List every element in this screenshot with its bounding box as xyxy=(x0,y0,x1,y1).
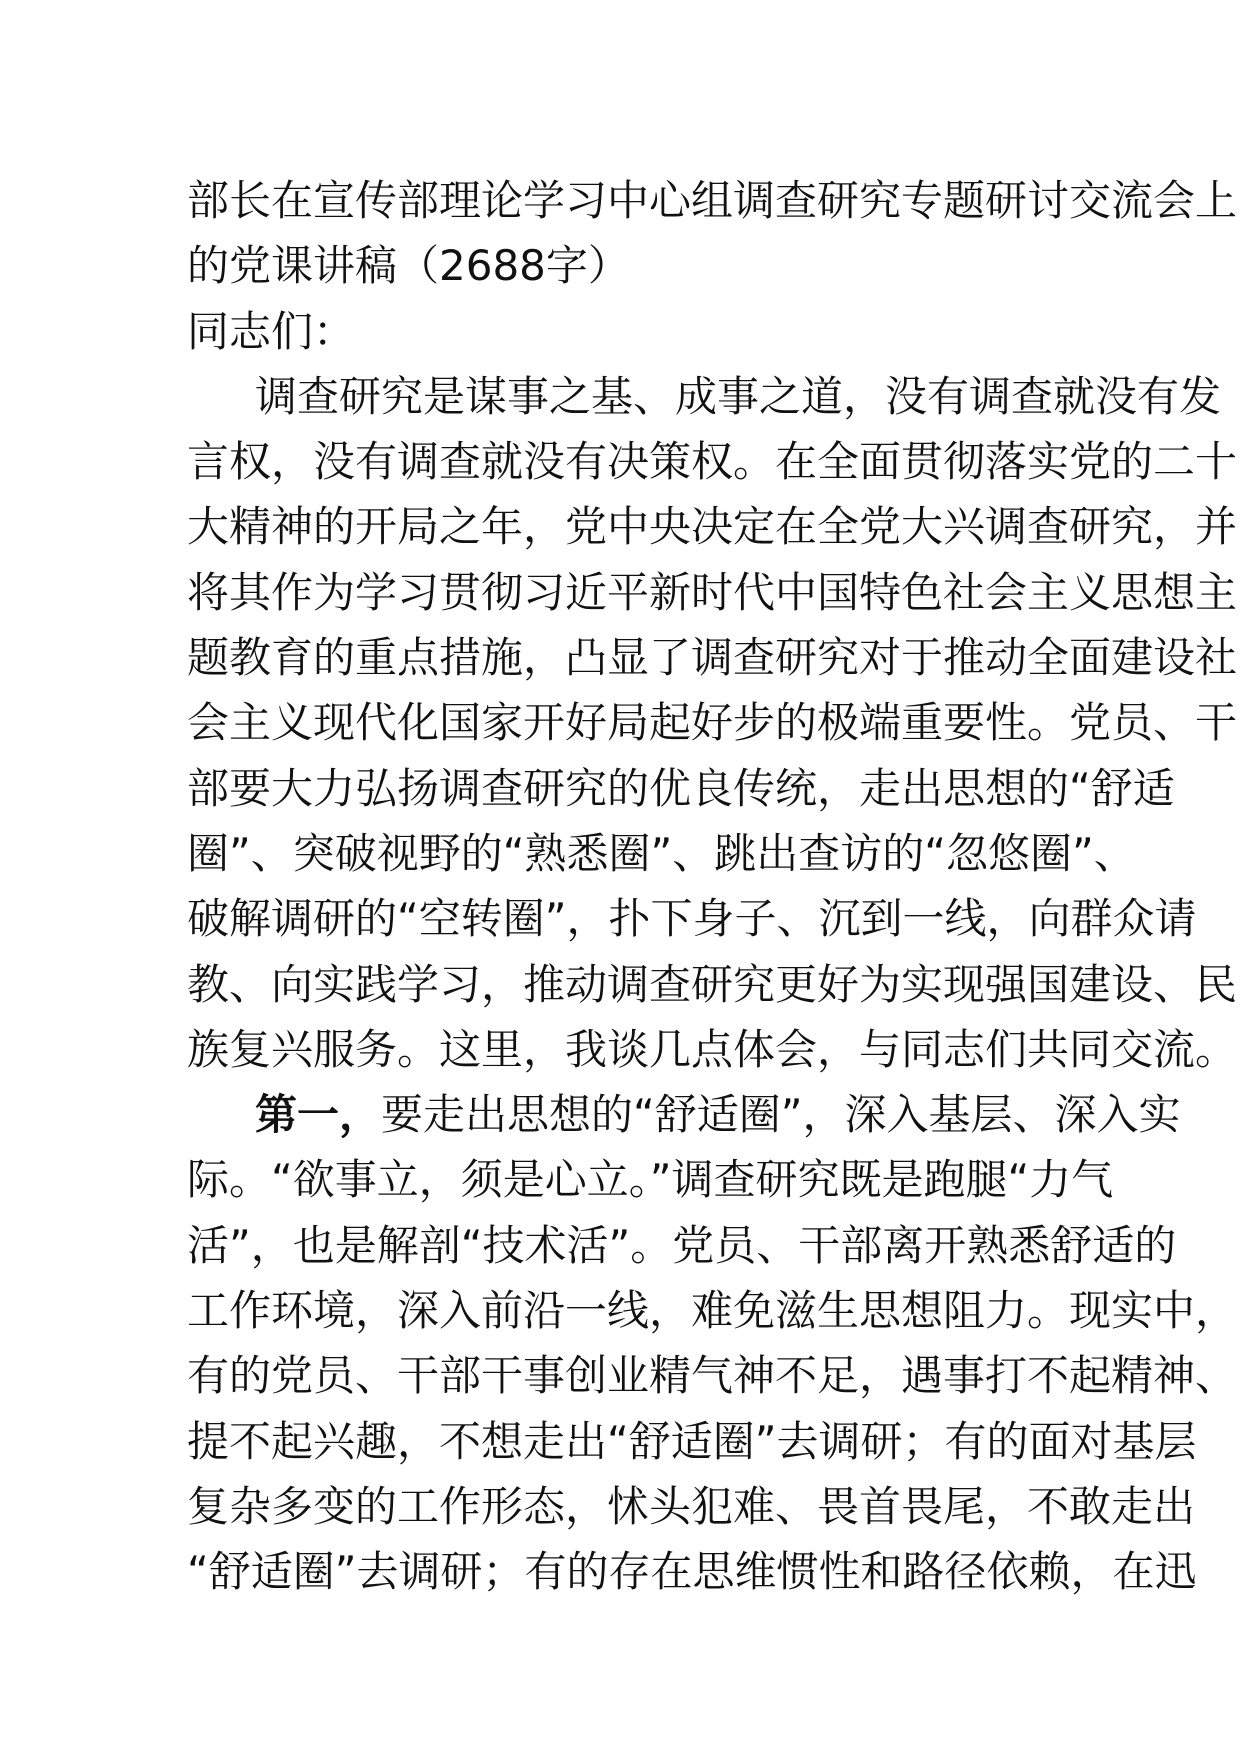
text-line-content: 际。“欲事立，须是心立。”调查研究既是跑腿“力气 xyxy=(187,1155,1114,1205)
salutation: 同志们： xyxy=(187,306,356,356)
text-line xyxy=(187,429,1238,494)
text-line-content: 提不起兴趣，不想走出“舒适圈”去调研；有的面对基层 xyxy=(187,1416,1197,1466)
text-line-content: 会主义现代化国家开好局起好步的极端重要性。党员、干 xyxy=(187,698,1238,748)
text-line xyxy=(187,364,1222,429)
text-line xyxy=(187,1409,1197,1474)
text-line xyxy=(187,1147,1114,1212)
text-line-content: 要走出思想的“舒适圈”，深入基层、深入实 xyxy=(381,1090,1181,1140)
text-line-content: 教、向实践学习，推动调查研究更好为实现强国建设、民 xyxy=(187,959,1238,1009)
document-body xyxy=(187,168,1238,1605)
text-line-content: 将其作为学习贯彻习近平新时代中国特色社会主义思想主 xyxy=(187,567,1238,617)
text-line xyxy=(187,1539,1197,1604)
text-line-content: 活”，也是解剖“技术活”。党员、干部离开熟悉舒适的 xyxy=(187,1220,1177,1270)
text-line xyxy=(187,1082,1181,1147)
text-line-content: 有的党员、干部干事创业精气神不足，遇事打不起精神、 xyxy=(187,1351,1238,1401)
text-line xyxy=(187,756,1175,821)
section-heading-prefix: 第一， xyxy=(255,1090,382,1140)
text-line-content: 调查研究是谋事之基、成事之道，没有调查就没有发 xyxy=(255,371,1222,421)
text-line xyxy=(187,625,1238,690)
text-line xyxy=(187,494,1238,559)
text-line xyxy=(187,1278,1238,1343)
text-line-content: 破解调研的“空转圈”，扑下身子、沉到一线，向群众请 xyxy=(187,894,1197,944)
text-line-content: 工作环境，深入前沿一线，难免滋生思想阻力。现实中， xyxy=(187,1286,1238,1336)
text-line xyxy=(187,886,1197,951)
text-line-content: 复杂多变的工作形态，怵头犯难、畏首畏尾，不敢走出 xyxy=(187,1481,1196,1531)
text-line xyxy=(187,1017,1238,1082)
text-line xyxy=(187,1343,1238,1408)
body-text xyxy=(187,364,1238,1605)
document-title-line-1: 部长在宣传部理论学习中心组调查研究专题研讨交流会上 xyxy=(187,176,1238,225)
text-line-content: 部要大力弘扬调查研究的优良传统，走出思想的“舒适 xyxy=(187,763,1175,813)
text-line xyxy=(187,690,1238,755)
text-line-content: “舒适圈”去调研；有的存在思维惯性和路径依赖，在迅 xyxy=(187,1547,1197,1597)
text-line xyxy=(187,1474,1196,1539)
text-line xyxy=(187,821,1136,886)
text-line xyxy=(187,952,1238,1017)
text-line-content: 圈”、突破视野的“熟悉圈”、跳出查访的“忽悠圈”、 xyxy=(187,828,1136,878)
text-line xyxy=(187,1213,1177,1278)
document-title-line-2: 的党课讲稿（2688字） xyxy=(187,241,630,291)
text-line-content: 族复兴服务。这里，我谈几点体会，与同志们共同交流。 xyxy=(187,1024,1238,1074)
text-line xyxy=(187,560,1238,625)
text-line-content: 题教育的重点措施，凸显了调查研究对于推动全面建设社 xyxy=(187,633,1238,683)
text-line-content: 言权，没有调查就没有决策权。在全面贯彻落实党的二十 xyxy=(187,437,1238,487)
text-line-content: 大精神的开局之年，党中央决定在全党大兴调查研究，并 xyxy=(187,502,1238,552)
